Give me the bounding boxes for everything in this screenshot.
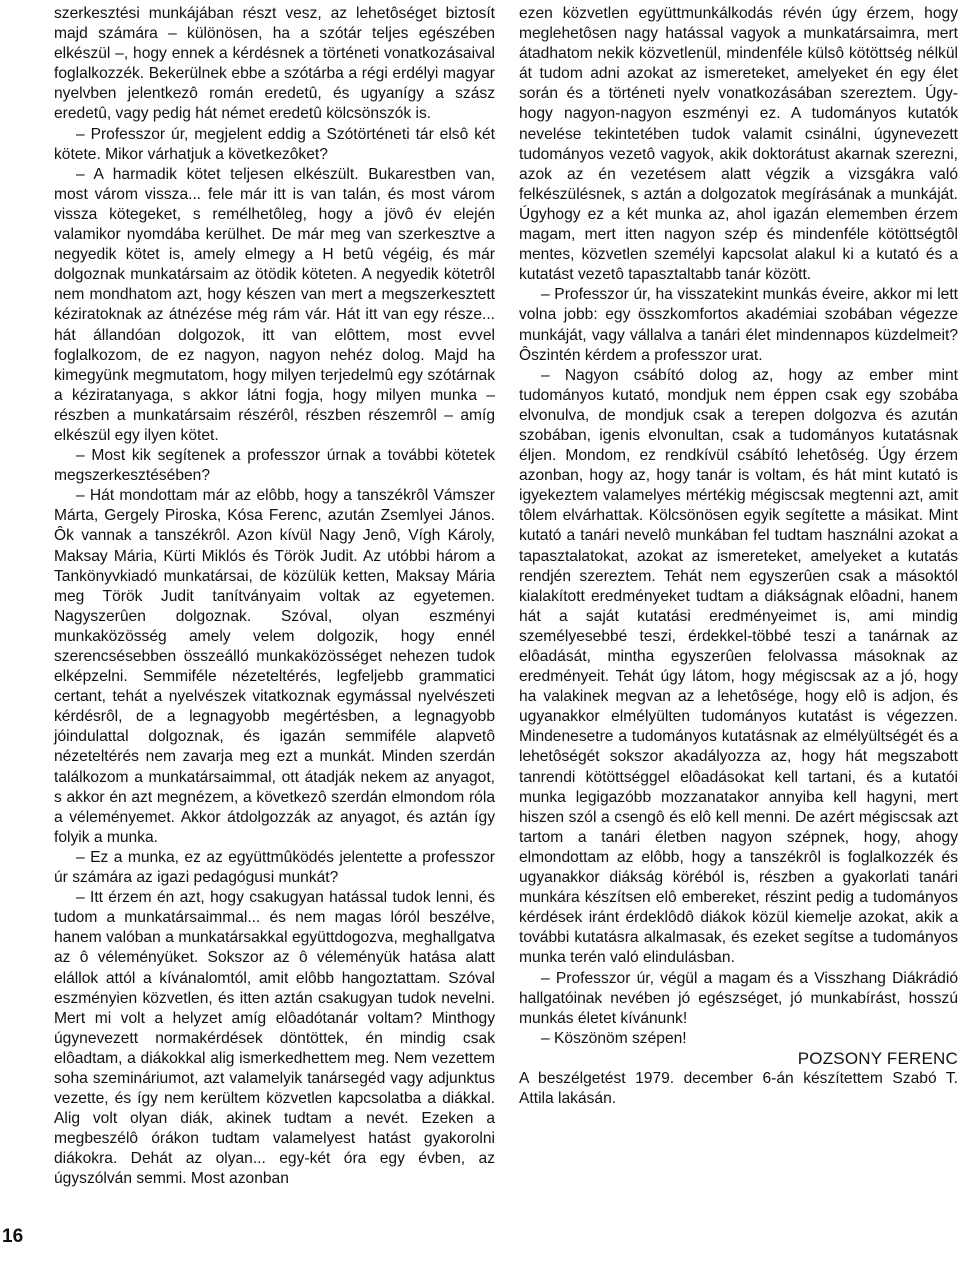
- paragraph: – Itt érzem én azt, hogy csakugyan hatással tudok lenni, és tudom a munkatársaimmal... és nem magas lóról beszélve, hanem valóban a munkatársakkal együttdogozva, meghallgatva az ô véleményüket. Sokszor az ô véleményük hatása alatt elállok attól a kívánalomtól, amit elôbb hangoztattam. Szóval eszményien közvetlen, és itten aztán csakugyan tudok nevelni. Mert mi volt a helyzet amíg elôadótanár voltam? Minthogy úgynevezett normakérdések döntöttek, én mindig csak elôadtam, a diákokkal alig ismerkedhettem meg. Nem vezettem soha szemináriumot, azt valamelyik tanársegéd vagy adjunktus vezette, és így nem kerültem közvetlen kapcsolatba a diákkal. Alig volt olyan diák, akinek tudtam a nevét. Ezeken a megbeszélô órákon tudtam valamelyest hatást gyakorolni diákokra. Dehát az olyan... egy-két óra egy évben, az úgyszólván semmi. Most azonban: [54, 889, 495, 1188]
- paragraph: – Most kik segítenek a professzor úrnak a további kötetek megszerkesztésében?: [54, 447, 495, 485]
- paragraph: – Professzor úr, megjelent eddig a Szótörténeti tár elsô két kötete. Mikor várhatjuk a következôket?: [54, 125, 495, 163]
- page-number: 16: [2, 1226, 24, 1247]
- paragraph: – Professzor úr, végül a magam és a Visszhang Diákrádió hallgatóinak nevében jó egészséget, jó munkabírást, hosszú munkás életet kívánunk!: [519, 969, 958, 1027]
- right-text-column: [519, 4, 958, 1109]
- left-text-column: [54, 4, 495, 1190]
- paragraph: szerkesztési munkájában részt vesz, az lehetôséget biztosít majd számára – különösen, ha a szótár teljes egészében elkészül –, hogy ennek a kérdésnek a történeti vonatkozásaival foglalkozzék. Bekerülnek ebbe a szótárba a régi erdélyi magyar nyelvben jelentkezô román eredetû, és ugyanígy a szász eredetû, vagy pedig hát német eredetû kölcsönszók is.: [54, 5, 495, 123]
- paragraph: – Köszönöm szépen!: [541, 1029, 687, 1047]
- paragraph: ezen közvetlen együttmunkálkodás révén úgy érzem, hogy meglehetôsen nagy hatással vagyok a munkatársaimra, mert átadhatom nekik közvetlenül, mindenféle külsô kötöttség nélkül át tudom adni azokat az ismereteket, amelyeket én egy élet során és a történeti nyelv vonatkozásában szereztem. Úgy-hogy nagyon-nagyon eszményi ez. A tudományos kutatók nevelése tekintetében tudok valamit csinálni, úgynevezett tudományos vezetô vagyok, akik doktorátust akarnak szerezni, azok az én vezetésem alatt végzik a vizsgákra való felkészülésnek, s aztán a dolgozatok megírásának a munkáját. Úgyhogy ez a két munka az, ahol igazán elememben érzem magam, mert itten nagyon szép és mindenféle kötöttségtôl mentes, közvetlen személyi kapcsolat alakul ki a kutató és a kutatást vezetô tapasztaltabb tanár között.: [519, 5, 958, 284]
- paragraph: – Nagyon csábító dolog az, hogy az ember mint tudományos kutató, mondjuk nem éppen csak egy szobába elvonulva, de mondjuk csak a terepen dolgozva és azután szobában, igenis elvonultan, csak a tudományos kutatásnak éljen. Mondom, ez rendkívül csábító lehetôség. Úgy érzem azonban, hogy az, hogy tanár is voltam, és hát mint kutató is igyekeztem valamelyes mértékig mégiscsak megtenni azt, amit tôlem elvárhattak. Kölcsönösen egyik segítette a másikat. Mint kutató a tanári nevelô munkában fel tudtam használni azokat a tapasztalatokat, azokat az ismereteket, amelyeket a kutatás rendjén szereztem. Tehát nem egyszerûen csak a másoktól kialakított eredményeket tudtam a diákságnak elôadni, hanem hát a saját kutatási eredményeimet is, ami mindig személyesebbé teszi, érdekkel-többé teszi a tanárnak az elôadását, mintha egyszerûen felolvassa másoknak az eredményeit. Tehát úgy látom, hogy mégiscsak az a jó, hogy ha valakinek megvan az a lehetôsége, hogy elô is adjon, és ugyanakkor elmélyülten tudományos kutatást is végezzen. Mindenesetre a tudományos kutatásnak az elmélyültségét és a lehetôségét sokszor akadályozza az, hogy hát megszabott tanrendi kötöttséggel elôadásokat kell tartani, és a kutatói munka legigazóbb mozzanatakor annyiba kell hagyni, mert hiszen szól a csengô és elô kell menni. De azért mégiscsak azt tartom a tanári életben nagyon szépnek, hogy, ahogy elmondottam az elôbb, hogy a tanszékrôl is foglalkozzék és ugyanakkor diákság köréból is, részben a gyakorlati tanári munkára készítsen elô embereket, részint pedig a tudományos kérdések iránt érdeklôdô diákok közül kiemelje azokat, akik a további kutatásra alkalmasak, és ezeket segítse a tudományos munka terén való elindulásban.: [519, 366, 958, 967]
- interview-footnote: A beszélgetést 1979. december 6-án készítettem Szabó T. Attila lakásán.: [519, 1069, 958, 1108]
- paragraph: – Professzor úr, ha visszatekint munkás éveire, akkor mi lett volna jobb: egy összkomfortos akadémiai szobában végezze munkáját, vagy vállalva a tanári élet mindennapos küzdelmeit? Ôszintén kérdem a professzor urat.: [519, 286, 958, 364]
- paragraph: – A harmadik kötet teljesen elkészült. Bukarestben van, most várom vissza... fele már itt is van talán, és most várom vissza kötegeket, s remélhetôleg, hogy a jövô év elején valamikor nyomdába kerülhet. De már meg van szerkesztve a negyedik kötet is, amely elmegy a H betû végéig, és már dolgoznak munkatársaim az ötödik köteten. A negyedik kötetrôl nem mondhatom azt, hogy készen van mert a megszerkesztett kéziratoknak az átnézése még rám vár. Hát itt van egy része... hát állandóan dolgozok, itt van elôttem, most evvel foglalkozom, de ez nagyon, nagyon nehéz dolog. Majd ha kimegyünk megmutatom, hogy milyen terjedelmû egy szótárnak a kéziratanyaga, s akkor látni fogja, hogy milyen munka – részben a munkatársaim részérôl, részben részemrôl – amíg elkészül egy ilyen kötet.: [54, 165, 495, 444]
- paragraph: – Hát mondottam már az elôbb, hogy a tanszékrôl Vámszer Márta, Gergely Piroska, Kósa Ferenc, azután Zsemlyei János. Ôk vannak a tanszékrôl. Azon kívül Nagy Jenô, Vígh Károly, Maksay Mária, Kürti Miklós és Török Judit. Az utóbbi három a Tankönyvkiadó munkatársai, de közülük ketten, Maksay Mária meg Török Judit tanítványaim voltak az egyetemen. Nagyszerûen dolgoznak. Szóval, olyan eszményi munkaközösség amely velem dolgozik, hogy ennél szerencsésebben összeálló munkaközösséget nehezen tudok elképzelni. Semmiféle nézeteltérés, legfeljebb grammatici certant, tehát a nyelvészek vitatkoznak egymással nyelvészeti kérdésrôl, de a legnagyobb megértésben, a legnagyobb jóindulattal dolgoznak, és igazán semmiféle alapvetô nézeteltérés nem zavarja meg ezt a munkát. Minden szerdán találkozom a munkatársaimmal, ott átadják nekem az anyagot, s akkor én azt megnézem, a következô szerdán elmondom róla a véleményemet. Akkor átdolgozzák az anyagot, és aztán így folyik a munka.: [54, 487, 495, 846]
- author-signature: POZSONY FERENC: [797, 1048, 958, 1068]
- paragraph: – Ez a munka, ez az együttmûködés jelentette a professzor úr számára az igazi pedagógusi munkát?: [54, 848, 495, 887]
